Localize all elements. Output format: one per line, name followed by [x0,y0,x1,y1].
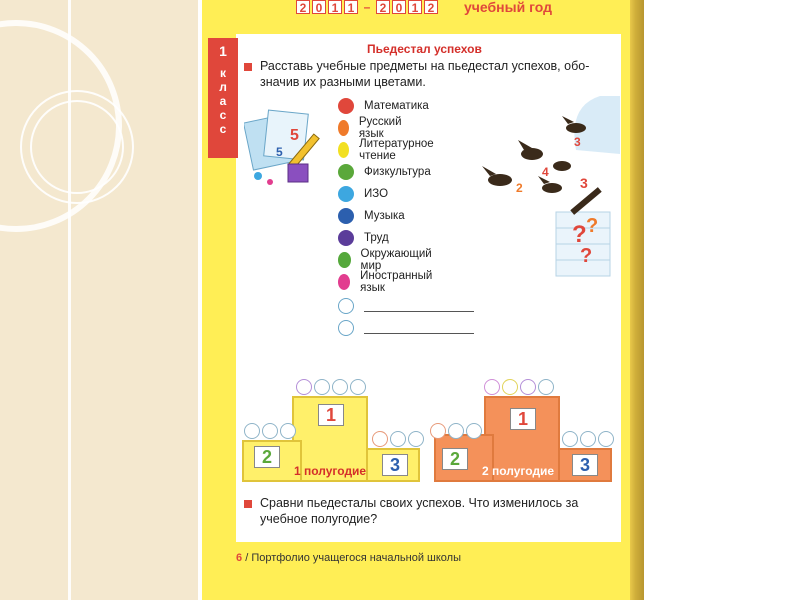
empty-color-dot[interactable] [338,298,354,314]
school-year-label: учебный год [464,0,552,15]
podium-caption: 1 полугодие [294,464,367,478]
blank-subject-item[interactable] [338,297,474,315]
subject-item[interactable] [338,97,429,115]
year-digit: 1 [328,0,342,14]
svg-text:3: 3 [574,135,581,149]
question-line: Сравни пьедесталы своих успехов. Что изменилось за [260,496,579,510]
page-edge [630,0,644,600]
subject-ball[interactable] [280,423,296,439]
school-year-boxes [296,0,438,14]
footer-text: Портфолио учащегося начальной школы [251,552,462,564]
subject-ball[interactable] [332,379,348,395]
subject-ball[interactable] [408,431,424,447]
footer-separator: / [245,552,249,564]
svg-text:?: ? [572,221,587,248]
subject-item[interactable] [338,248,435,272]
podium-area [236,378,621,490]
subject-ball[interactable] [350,379,366,395]
slide-background-decoration [0,0,198,600]
subject-ball[interactable] [598,431,614,447]
decorative-line [68,0,71,600]
notebook-pencil-illustration [244,104,326,190]
subject-item[interactable] [338,116,407,140]
svg-text:?: ? [580,245,593,267]
color-dot [338,142,349,158]
year-digit: 0 [312,0,326,14]
page-number: 6 [236,552,243,564]
birds-numbers-illustration [480,92,620,282]
grade-letter: к [219,66,226,80]
page-footer [236,552,461,564]
place-number-1: 1 [318,404,344,426]
subject-label: Математика [364,100,429,112]
place-number-3: 3 [572,454,598,476]
subject-label: Литературное чтение [359,138,434,162]
blank-subject-item[interactable] [338,319,474,337]
subject-ball[interactable] [314,379,330,395]
color-dot [338,164,354,180]
subject-label: Труд [364,232,389,244]
subject-ball[interactable] [262,423,278,439]
instruction-line: значив их разными цветами. [260,75,426,89]
subject-ball[interactable] [520,379,536,395]
color-dot [338,274,350,290]
place-number-3: 3 [382,454,408,476]
blank-line[interactable] [364,333,474,334]
subject-item[interactable] [338,207,405,225]
year-digit: 2 [296,0,310,14]
instruction-line: Расставь учебные предметы на пьедестал успехов, обо- [260,59,590,73]
grade-number: 1 [219,43,227,59]
svg-text:4: 4 [542,165,549,179]
svg-text:5: 5 [276,145,283,159]
subject-label: Окружающий мир [360,248,432,272]
svg-text:3: 3 [580,175,588,191]
place-number-2: 2 [442,448,468,470]
subject-label: Иностранный язык [360,270,433,294]
subject-ball[interactable] [580,431,596,447]
subject-label: Физкультура [364,166,431,178]
grade-letter: с [219,122,227,136]
bullet-marker [244,500,252,508]
grade-letter: а [219,94,227,108]
subject-ball[interactable] [538,379,554,395]
color-dot [338,98,354,114]
color-dot [338,230,354,246]
question-line: учебное полугодие? [260,512,378,526]
instruction-text [260,58,620,90]
year-digit: 2 [424,0,438,14]
color-dot [338,252,351,268]
place-number-1: 1 [510,408,536,430]
year-dash: – [363,0,371,14]
subject-ball[interactable] [466,423,482,439]
subject-ball[interactable] [562,431,578,447]
year-digit: 1 [344,0,358,14]
grade-tab [208,38,238,158]
color-dot [338,186,354,202]
question-text [260,495,620,527]
subject-ball[interactable] [448,423,464,439]
subject-item[interactable] [338,270,436,294]
subject-ball[interactable] [296,379,312,395]
svg-text:5: 5 [290,127,299,144]
subject-label: Музыка [364,210,405,222]
subject-ball[interactable] [430,423,446,439]
page-title: Пьедестал успехов [367,42,482,56]
subject-label: Русский язык [358,116,402,140]
svg-text:?: ? [586,215,599,237]
grade-letter: с [219,108,227,122]
color-dot [338,208,354,224]
subject-item[interactable] [338,138,439,162]
year-digit: 2 [376,0,390,14]
podium-caption: 2 полугодие [482,464,555,478]
subject-ball[interactable] [502,379,518,395]
subject-ball[interactable] [372,431,388,447]
empty-color-dot[interactable] [338,320,354,336]
subject-ball[interactable] [244,423,260,439]
subject-item[interactable] [338,229,389,247]
place-number-2: 2 [254,446,280,468]
grade-letter: л [219,80,227,94]
subject-label: ИЗО [364,188,389,200]
subject-item[interactable] [338,185,388,203]
year-digit: 1 [408,0,422,14]
svg-text:2: 2 [516,181,523,195]
subject-item[interactable] [338,163,431,181]
blank-line[interactable] [364,311,474,312]
year-digit: 0 [392,0,406,14]
subject-ball[interactable] [390,431,406,447]
subject-ball[interactable] [484,379,500,395]
decorative-ring [30,100,124,194]
bullet-marker [244,63,252,71]
color-dot [338,120,349,136]
